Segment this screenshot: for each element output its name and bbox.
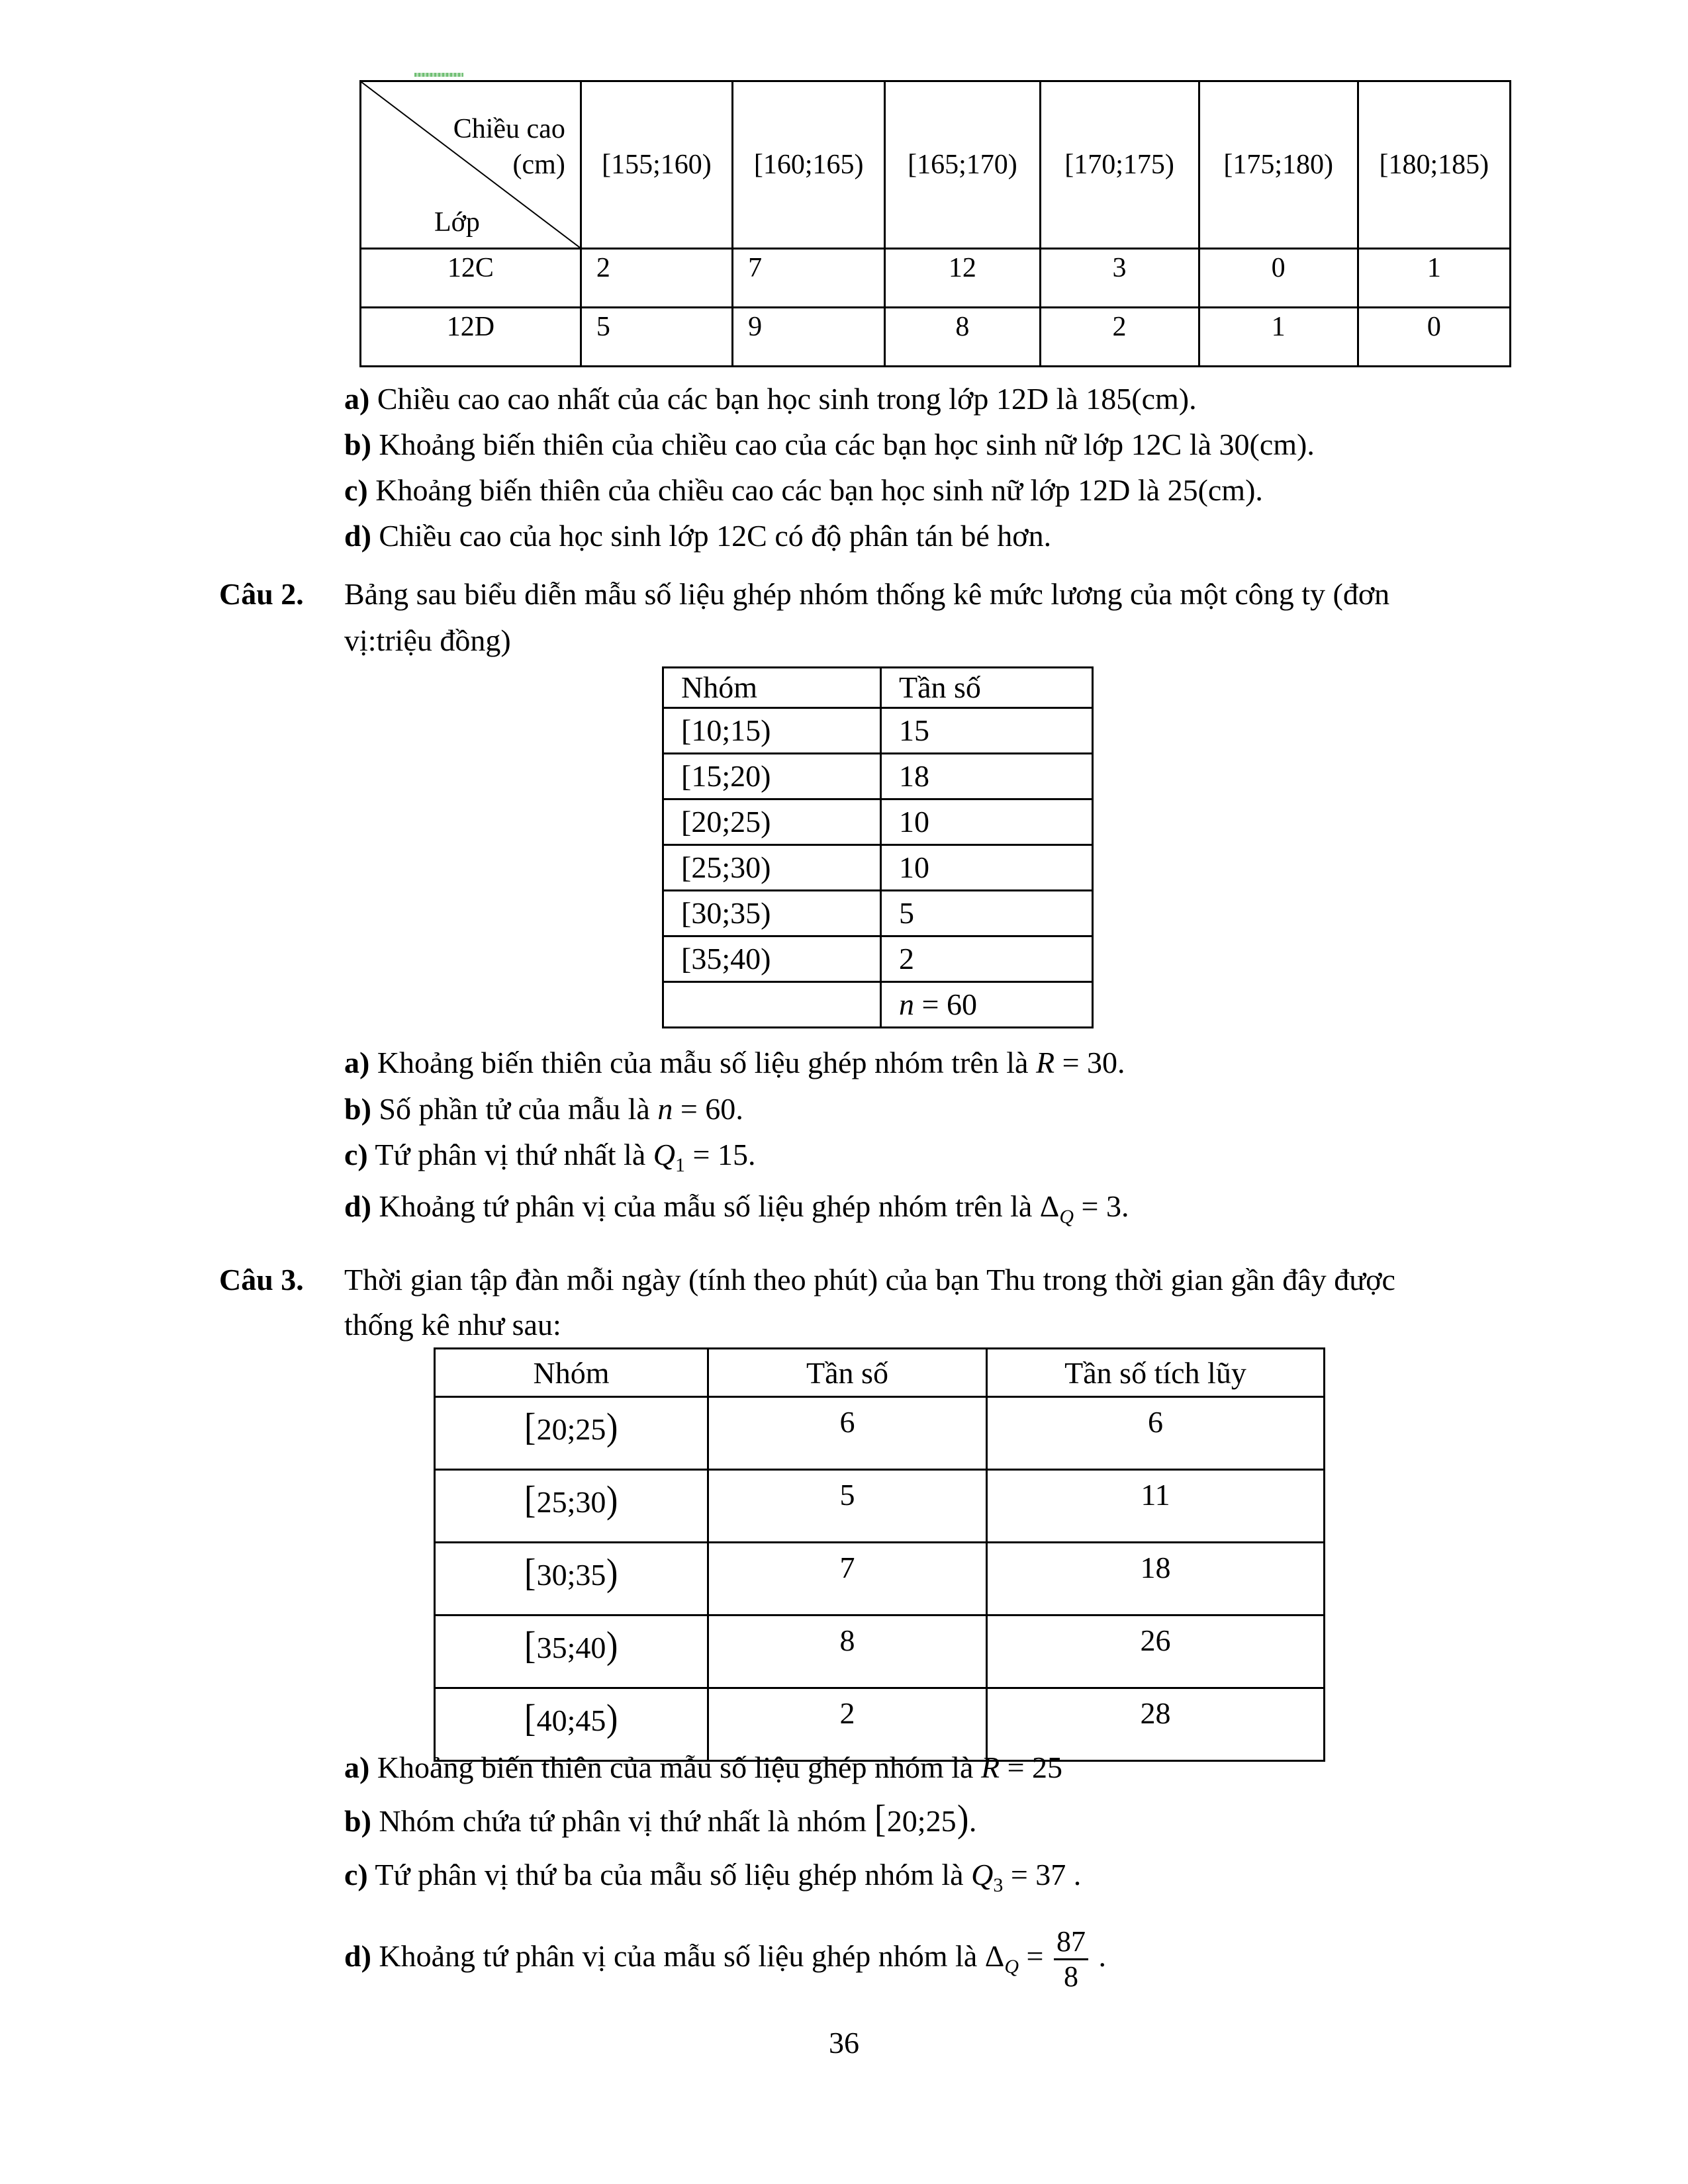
frequency-cell: 5 (881, 891, 1093, 936)
cumulative-frequency-cell: 6 (987, 1397, 1325, 1470)
column-header: [170;175) (1040, 81, 1199, 249)
table-row (361, 308, 1511, 367)
salary-frequency-table (662, 666, 1094, 1028)
column-header: [165;170) (885, 81, 1040, 249)
table-row (361, 249, 1511, 308)
table-cell: 3 (1040, 249, 1199, 308)
q3-option-c: c) Tứ phân vị thứ ba của mẫu số liệu ghép nhóm là $Q_3 = 37$ . (344, 1858, 1082, 1896)
q1-option-d: d) Chiều cao của học sinh lớp 12C có độ phân tán bé hơn. (344, 519, 1052, 553)
spellcheck-squiggle (414, 73, 463, 77)
group-cell: [20;25) (663, 799, 881, 845)
table-row (435, 1470, 1325, 1543)
cumulative-frequency-cell: 28 (987, 1688, 1325, 1761)
q2-option-b: b) Số phần tử của mẫu là n = 60. (344, 1092, 743, 1126)
table-header-row (663, 668, 1093, 708)
frequency-cell: 6 (708, 1397, 987, 1470)
total-cell: n = 60 (881, 982, 1093, 1028)
question-3-label: Câu 3. (219, 1263, 304, 1297)
fraction: $\frac{87}{8}$ (1054, 1925, 1088, 1993)
q2-option-a: a) Khoảng biến thiên của mẫu số liệu ghép nhóm trên là R = 30. (344, 1046, 1125, 1079)
table-cell: 0 (1358, 308, 1510, 367)
question-3-prompt-line-2: thống kê như sau: (344, 1308, 561, 1342)
row-axis-label: Lớp (434, 207, 480, 238)
table-row (663, 754, 1093, 799)
frequency-cell: 2 (881, 936, 1093, 982)
table-row (663, 845, 1093, 891)
q2-option-d: d) Khoảng tứ phân vị của mẫu số liệu ghép nhóm trên là $\Delta_Q = 3$. (344, 1189, 1129, 1228)
height-distribution-table (359, 80, 1511, 367)
diagonal-header-cell (361, 81, 581, 249)
table-row (663, 799, 1093, 845)
empty-cell (663, 982, 881, 1028)
question-2-prompt-line-2: vị:triệu đồng) (344, 623, 511, 657)
table-cell: 12 (885, 249, 1040, 308)
group-cell: [25;30) (663, 845, 881, 891)
column-header: [160;165) (733, 81, 885, 249)
group-cell: [30;35) (435, 1543, 708, 1615)
table-row (435, 1615, 1325, 1688)
column-header: Tần số (708, 1349, 987, 1397)
group-cell: [35;40) (663, 936, 881, 982)
group-cell: [10;15) (663, 708, 881, 754)
group-cell: [30;35) (663, 891, 881, 936)
table-cell: 7 (733, 249, 885, 308)
frequency-cell: 15 (881, 708, 1093, 754)
cumulative-frequency-cell: 18 (987, 1543, 1325, 1615)
group-cell: [25;30) (435, 1470, 708, 1543)
row-label: 12C (361, 249, 581, 308)
frequency-cell: 5 (708, 1470, 987, 1543)
table-row (435, 1543, 1325, 1615)
table-cell: 5 (581, 308, 732, 367)
column-header: [155;160) (581, 81, 732, 249)
q1-option-a: a) Chiều cao cao nhất của các bạn học sinh trong lớp 12D là 185(cm). (344, 382, 1197, 416)
q1-option-b: b) Khoảng biến thiên của chiều cao của các bạn học sinh nữ lớp 12C là 30(cm). (344, 428, 1315, 461)
question-2-prompt-line-1: Bảng sau biểu diễn mẫu số liệu ghép nhóm thống kê mức lương của một công ty (đơn (344, 577, 1390, 611)
q1-option-c: c) Khoảng biến thiên của chiều cao các bạn học sinh nữ lớp 12D là 25(cm). (344, 473, 1263, 507)
frequency-cell: 2 (708, 1688, 987, 1761)
table-cell: 0 (1199, 249, 1358, 308)
group-cell: [15;20) (663, 754, 881, 799)
practice-time-table (434, 1347, 1325, 1762)
column-header: Tần số tích lũy (987, 1349, 1325, 1397)
q3-option-b: b) Nhóm chứa tứ phân vị thứ nhất là nhóm [20;25). (344, 1797, 977, 1840)
table-row (663, 891, 1093, 936)
column-header: Tần số (881, 668, 1093, 708)
group-cell: [20;25) (435, 1397, 708, 1470)
q3-option-a: a) Khoảng biến thiên của mẫu số liệu ghép nhóm là R = 25 (344, 1751, 1063, 1784)
row-label: 12D (361, 308, 581, 367)
table-cell: 9 (733, 308, 885, 367)
frequency-cell: 7 (708, 1543, 987, 1615)
table-row (663, 936, 1093, 982)
table-row (435, 1397, 1325, 1470)
table-cell: 1 (1358, 249, 1510, 308)
table-cell: 8 (885, 308, 1040, 367)
q2-option-c: c) Tứ phân vị thứ nhất là $Q_1 = 15$. (344, 1138, 756, 1176)
frequency-cell: 8 (708, 1615, 987, 1688)
question-3-prompt-line-1: Thời gian tập đàn mỗi ngày (tính theo phút) của bạn Thu trong thời gian gần đây được (344, 1263, 1395, 1297)
table-cell: 2 (1040, 308, 1199, 367)
column-header: [175;180) (1199, 81, 1358, 249)
frequency-cell: 10 (881, 799, 1093, 845)
frequency-cell: 18 (881, 754, 1093, 799)
group-cell: [40;45) (435, 1688, 708, 1761)
table-header-row (361, 81, 1511, 249)
page-number: 36 (829, 2026, 859, 2060)
cumulative-frequency-cell: 11 (987, 1470, 1325, 1543)
table-header-row (435, 1349, 1325, 1397)
table-row (663, 708, 1093, 754)
column-header: [180;185) (1358, 81, 1510, 249)
column-axis-label: Chiều cao (cm) (453, 114, 565, 180)
table-cell: 2 (581, 249, 732, 308)
column-header: Nhóm (435, 1349, 708, 1397)
group-cell: [35;40) (435, 1615, 708, 1688)
table-total-row (663, 982, 1093, 1028)
cumulative-frequency-cell: 26 (987, 1615, 1325, 1688)
q3-option-d: d) Khoảng tứ phân vị của mẫu số liệu ghép nhóm là $\Delta_Q$ = $\frac{87}{8}$ . (344, 1925, 1106, 1993)
frequency-cell: 10 (881, 845, 1093, 891)
column-header: Nhóm (663, 668, 881, 708)
table-cell: 1 (1199, 308, 1358, 367)
question-2-label: Câu 2. (219, 577, 304, 611)
